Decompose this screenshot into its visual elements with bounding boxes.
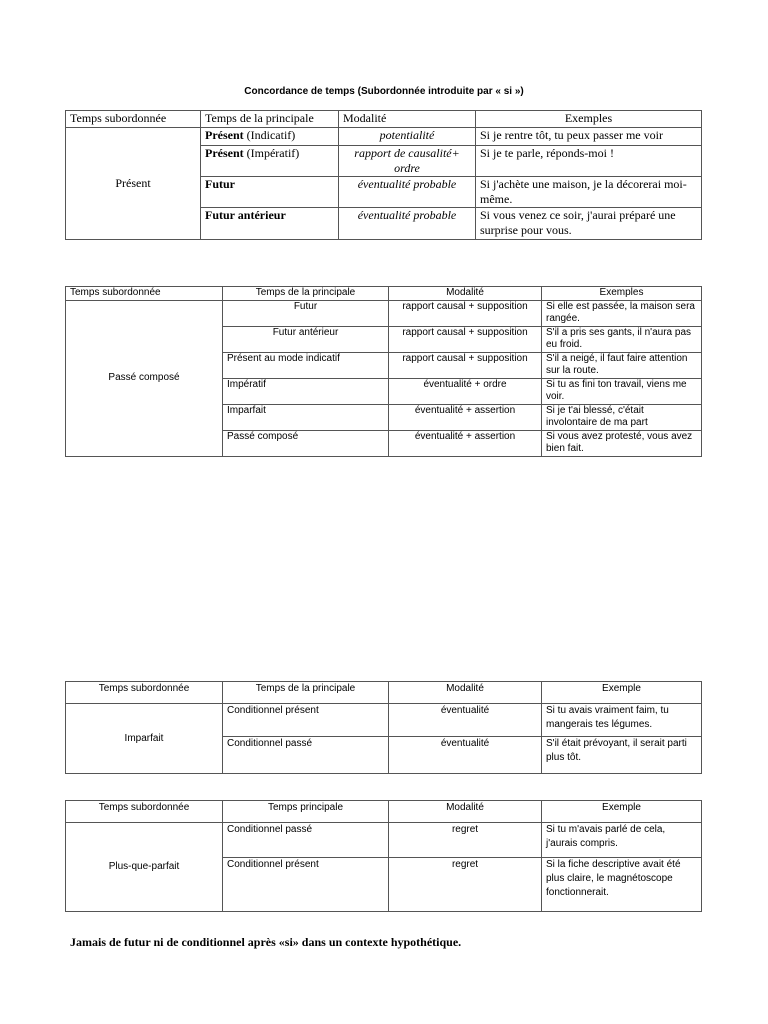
header-temps-principale: Temps de la principale (201, 111, 339, 128)
subordinate-tense-cell: Plus-que-parfait (66, 823, 223, 912)
header-exemples: Exemples (476, 111, 702, 128)
modality-cell: éventualité (389, 704, 542, 737)
tense-mode: (Impératif) (243, 146, 300, 160)
example-cell: Si vous venez ce soir, j'aurai préparé une surprise pour vous. (476, 208, 702, 240)
modality-cell (339, 146, 476, 177)
principal-tense-cell: Imparfait (223, 404, 389, 430)
modality-text: potentialité (379, 128, 435, 142)
principal-tense-cell: Conditionnel présent (223, 858, 389, 912)
modality-cell (339, 128, 476, 146)
principal-tense-cell: Conditionnel passé (223, 737, 389, 774)
example-cell: Si tu m'avais parlé de cela, j'aurais compris. (542, 823, 702, 858)
table-plus-que-parfait (65, 800, 702, 912)
header-modalite: Modalité (339, 111, 476, 128)
table-header-row (66, 111, 702, 128)
example-cell: S'il était prévoyant, il serait parti plus tôt. (542, 737, 702, 774)
tense-bold: Présent (205, 128, 244, 142)
example-cell: Si vous avez protesté, vous avez bien fait. (542, 430, 702, 456)
tense-mode: (Indicatif) (243, 128, 296, 142)
tense-bold: Présent (205, 146, 244, 160)
modality-cell: éventualité + ordre (389, 378, 542, 404)
modality-text: rapport de causalité+ ordre (354, 146, 460, 175)
modality-cell (339, 208, 476, 240)
example-cell: Si je rentre tôt, tu peux passer me voir (476, 128, 702, 146)
table-header-row (66, 682, 702, 704)
header-modalite: Modalité (389, 801, 542, 823)
header-temps-subordonnee: Temps subordonnée (66, 287, 223, 301)
modality-cell: regret (389, 858, 542, 912)
header-temps-subordonnee: Temps subordonnée (66, 682, 223, 704)
page-title: Concordance de temps (Subordonnée introduite par « si ») (244, 86, 524, 97)
table-row (66, 704, 702, 737)
principal-tense-cell (201, 128, 339, 146)
example-cell: Si j'achète une maison, je la décorerai moi-même. (476, 177, 702, 208)
table-passe-compose (65, 286, 702, 457)
principal-tense-cell (201, 177, 339, 208)
table-header-row (66, 287, 702, 301)
principal-tense-cell: Conditionnel passé (223, 823, 389, 858)
modality-text: éventualité probable (357, 208, 457, 222)
table-row (66, 823, 702, 858)
modality-cell (339, 177, 476, 208)
example-cell: Si la fiche descriptive avait été plus claire, le magnétoscope fonctionnerait. (542, 858, 702, 912)
table-imparfait (65, 681, 702, 774)
example-cell: Si je t'ai blessé, c'était involontaire de ma part (542, 404, 702, 430)
principal-tense-cell: Conditionnel présent (223, 704, 389, 737)
table-row (66, 300, 702, 326)
header-exemple: Exemple (542, 682, 702, 704)
example-cell: Si je te parle, réponds-moi ! (476, 146, 702, 177)
principal-tense-cell (201, 208, 339, 240)
principal-tense-cell: Impératif (223, 378, 389, 404)
principal-tense-cell: Futur antérieur (223, 326, 389, 352)
example-cell: S'il a pris ses gants, il n'aura pas eu froid. (542, 326, 702, 352)
principal-tense-cell: Présent au mode indicatif (223, 352, 389, 378)
modality-cell: rapport causal + supposition (389, 300, 542, 326)
table-header-row (66, 801, 702, 823)
modality-cell: rapport causal + supposition (389, 326, 542, 352)
tense-bold: Futur (205, 177, 235, 191)
principal-tense-cell (201, 146, 339, 177)
header-temps-principale: Temps principale (223, 801, 389, 823)
principal-tense-cell: Passé composé (223, 430, 389, 456)
header-exemple: Exemple (542, 801, 702, 823)
subordinate-tense-cell: Imparfait (66, 704, 223, 774)
tense-bold: Futur antérieur (205, 208, 286, 222)
header-temps-subordonnee: Temps subordonnée (66, 801, 223, 823)
modality-cell: éventualité + assertion (389, 404, 542, 430)
table-row (66, 128, 702, 146)
header-temps-principale: Temps de la principale (223, 287, 389, 301)
modality-cell: éventualité + assertion (389, 430, 542, 456)
modality-cell: regret (389, 823, 542, 858)
example-cell: Si elle est passée, la maison sera rangée. (542, 300, 702, 326)
principal-tense-cell: Futur (223, 300, 389, 326)
modality-cell: rapport causal + supposition (389, 352, 542, 378)
example-cell: Si tu avais vraiment faim, tu mangerais tes légumes. (542, 704, 702, 737)
subordinate-tense-cell: Présent (66, 128, 201, 240)
header-temps-subordonnee: Temps subordonnée (66, 111, 201, 128)
footer-note: Jamais de futur ni de conditionnel après «si» dans un contexte hypothétique. (70, 935, 462, 949)
header-exemples: Exemples (542, 287, 702, 301)
example-cell: S'il a neigé, il faut faire attention sur la route. (542, 352, 702, 378)
subordinate-tense-cell: Passé composé (66, 300, 223, 456)
modality-text: éventualité probable (357, 177, 457, 191)
header-temps-principale: Temps de la principale (223, 682, 389, 704)
table-present (65, 110, 702, 240)
example-cell: Si tu as fini ton travail, viens me voir. (542, 378, 702, 404)
header-modalite: Modalité (389, 682, 542, 704)
header-modalite: Modalité (389, 287, 542, 301)
modality-cell: éventualité (389, 737, 542, 774)
